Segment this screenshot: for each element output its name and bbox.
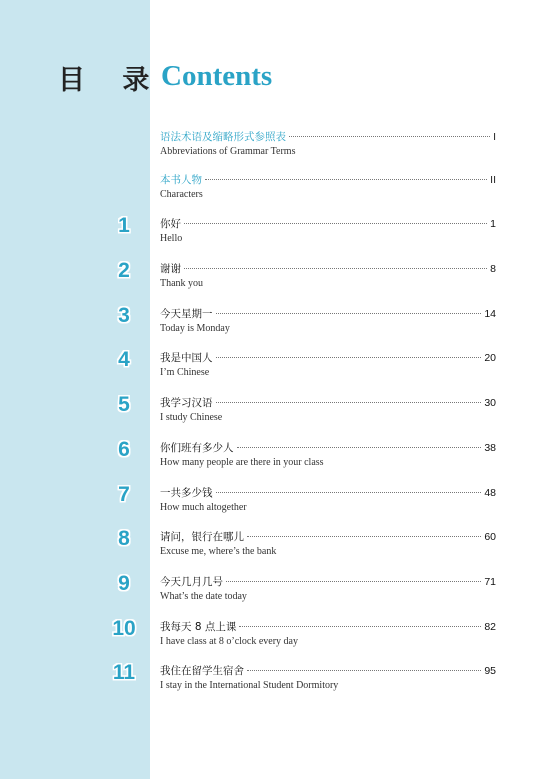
lesson-number-badge: 5 — [118, 393, 130, 416]
dot-leader — [216, 492, 482, 493]
toc-entry-subtitle: I have class at 8 o’clock every day — [160, 636, 298, 647]
toc-entry-page: 14 — [484, 308, 496, 320]
toc-entry-subtitle: What’s the date today — [160, 591, 247, 602]
toc-lesson-1[interactable] — [0, 214, 555, 254]
dot-leader — [237, 447, 482, 448]
toc-entry-page: I — [493, 131, 496, 143]
toc-entry-subtitle: Characters — [160, 189, 203, 200]
toc-entry-title: 请问，银行在哪儿 — [160, 531, 244, 543]
dot-leader — [205, 179, 487, 180]
lesson-number-badge: 3 — [118, 304, 130, 327]
toc-entry-title: 我学习汉语 — [160, 397, 213, 409]
toc-entry-page: 82 — [484, 621, 496, 633]
toc-lesson-8[interactable] — [0, 527, 555, 567]
lesson-number-badge: 6 — [118, 438, 130, 461]
toc-lesson-3[interactable] — [0, 304, 555, 344]
toc-entry-page: 60 — [484, 531, 496, 543]
toc-entry-title: 今天星期一 — [160, 308, 213, 320]
dot-leader — [216, 357, 482, 358]
toc-entry-title: 我住在留学生宿舍 — [160, 665, 244, 677]
toc-entry-subtitle: Thank you — [160, 278, 204, 289]
toc-entry-line — [160, 261, 496, 276]
toc-entry-line — [160, 306, 496, 321]
toc-entry-page: 71 — [484, 576, 496, 588]
toc-lesson-10[interactable] — [0, 617, 555, 657]
toc-entry-page: 20 — [484, 352, 496, 364]
toc-entry-line — [160, 619, 496, 634]
page-title-chinese: 目 录 — [58, 65, 164, 96]
lesson-number-badge: 4 — [118, 348, 130, 371]
toc-entry-title: 语法术语及缩略形式参照表 — [160, 131, 286, 143]
dot-leader — [247, 536, 481, 537]
toc-lesson-7[interactable] — [0, 483, 555, 523]
lesson-number-badge: 7 — [118, 483, 130, 506]
toc-entry-title: 我每天 8 点上课 — [160, 621, 237, 633]
toc-entry-page: 38 — [484, 442, 496, 454]
toc-entry-line — [160, 350, 496, 365]
lesson-number-badge: 11 — [112, 661, 136, 684]
toc-entry-line — [160, 440, 496, 455]
lesson-number-badge: 10 — [112, 617, 136, 640]
toc-entry-page: II — [490, 174, 496, 186]
toc-lesson-6[interactable] — [0, 438, 555, 478]
toc-entry-line — [160, 529, 496, 544]
lesson-number-badge: 9 — [118, 572, 130, 595]
lesson-number-badge: 1 — [118, 214, 130, 237]
toc-entry-title: 一共多少钱 — [160, 487, 213, 499]
toc-entry-title: 谢谢 — [160, 263, 181, 275]
dot-leader — [289, 136, 490, 137]
toc-entry-subtitle: Hello — [160, 233, 183, 244]
toc-entry-page: 95 — [484, 665, 496, 677]
dot-leader — [239, 626, 481, 627]
toc-entry-subtitle: Abbreviations of Grammar Terms — [160, 146, 296, 157]
toc-entry-title: 今天几月几号 — [160, 576, 223, 588]
toc-entry-line — [160, 172, 496, 187]
toc-lesson-9[interactable] — [0, 572, 555, 612]
toc-entry-page: 8 — [490, 263, 496, 275]
toc-lesson-4[interactable] — [0, 348, 555, 388]
dot-leader — [216, 313, 482, 314]
toc-entry-subtitle: I study Chinese — [160, 412, 223, 423]
dot-leader — [216, 402, 482, 403]
dot-leader — [226, 581, 481, 582]
toc-entry-characters[interactable] — [0, 170, 555, 210]
toc-entry-subtitle: Excuse me, where’s the bank — [160, 546, 277, 557]
toc-entry-title: 你好 — [160, 218, 181, 230]
toc-entry-grammar-terms[interactable] — [0, 127, 555, 167]
toc-entry-subtitle: How much altogether — [160, 502, 247, 513]
toc-lesson-5[interactable] — [0, 393, 555, 433]
toc-lesson-11[interactable] — [0, 661, 555, 701]
dot-leader — [184, 268, 487, 269]
toc-entry-line — [160, 216, 496, 231]
toc-entry-page: 1 — [490, 218, 496, 230]
toc-entry-line — [160, 395, 496, 410]
toc-entry-title: 我是中国人 — [160, 352, 213, 364]
toc-entry-line — [160, 663, 496, 678]
toc-entry-subtitle: I stay in the International Student Dormitory — [160, 680, 339, 691]
dot-leader — [247, 670, 481, 671]
toc-entry-line — [160, 574, 496, 589]
lesson-number-badge: 2 — [118, 259, 130, 282]
toc-entry-title: 你们班有多少人 — [160, 442, 234, 454]
page-title-english: Contents — [161, 60, 273, 92]
toc-entry-subtitle: Today is Monday — [160, 323, 230, 334]
lesson-number-badge: 8 — [118, 527, 130, 550]
toc-entry-page: 48 — [484, 487, 496, 499]
toc-entry-subtitle: How many people are there in your class — [160, 457, 324, 468]
toc-lesson-2[interactable] — [0, 259, 555, 299]
toc-entry-line — [160, 485, 496, 500]
toc-entry-title: 本书人物 — [160, 174, 202, 186]
toc-entry-page: 30 — [484, 397, 496, 409]
dot-leader — [184, 223, 487, 224]
toc-entry-subtitle: I’m Chinese — [160, 367, 210, 378]
toc-entry-line — [160, 129, 496, 144]
